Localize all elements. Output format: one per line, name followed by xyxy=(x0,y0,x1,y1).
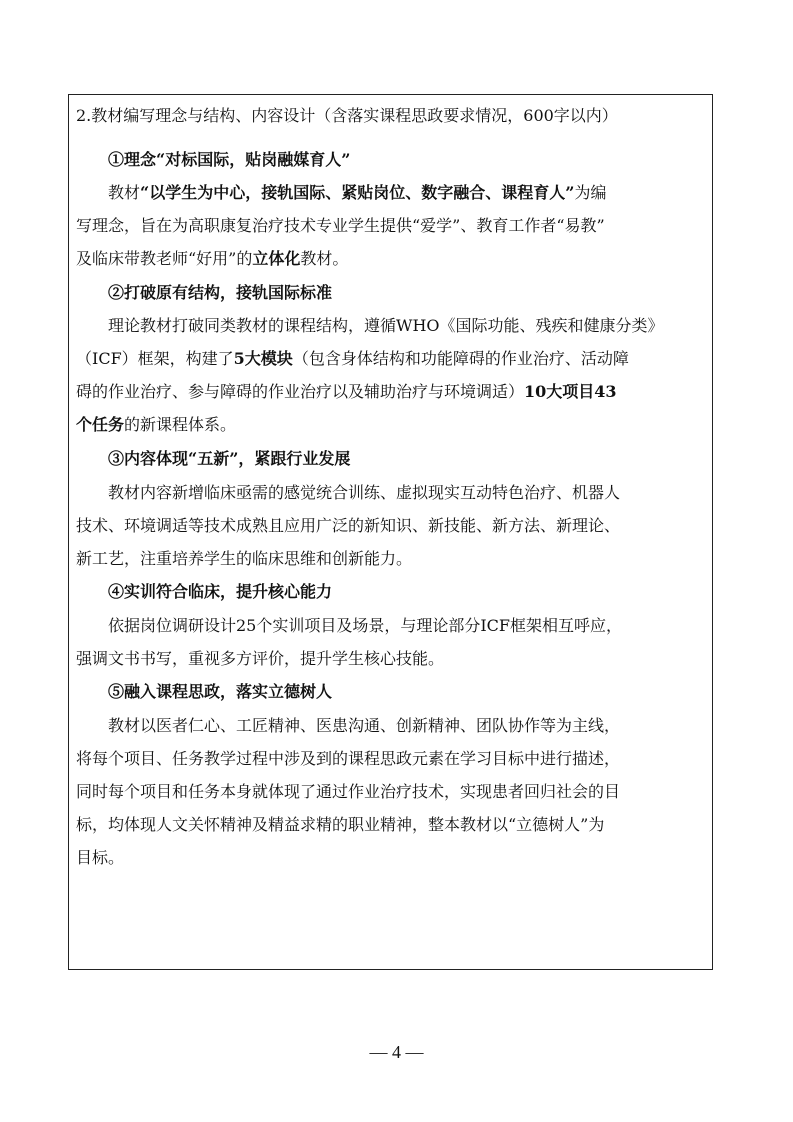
p3-line-3: 新工艺，注重培养学生的临床思维和创新能力。 xyxy=(76,549,413,568)
p2-line-1: 理论教材打破同类教材的课程结构，遵循WHO《国际功能、残疾和健康分类》 xyxy=(108,316,664,335)
p5-line-2: 将每个项目、任务教学过程中涉及到的课程思政元素在学习目标中进行描述， xyxy=(76,749,621,768)
p4-line-2: 强调文书书写，重视多方评价，提升学生核心技能。 xyxy=(76,649,445,668)
heading-ideology: ⑤融入课程思政，落实立德树人 xyxy=(108,682,333,701)
p3-line-2: 技术、环境调适等技术成熟且应用广泛的新知识、新技能、新方法、新理论、 xyxy=(76,516,621,535)
p2-line-4-text-b: 的新课程体系。 xyxy=(124,415,237,434)
p2-line-4-bold: 个任务 xyxy=(76,415,125,434)
p1-line-1-text-c: 为编 xyxy=(574,183,607,202)
p3-line-1: 教材内容新增临床亟需的感觉统合训练、虚拟现实互动特色治疗、机器人 xyxy=(108,483,621,502)
p1-line-1-text-a: 教材 xyxy=(108,183,141,202)
p2-line-3-bold: 10大项目43 xyxy=(524,382,617,401)
page-number: — 4 — xyxy=(369,1042,424,1062)
p5-line-3: 同时每个项目和任务本身就体现了通过作业治疗技术，实现患者回归社会的目 xyxy=(76,782,621,801)
p1-line-3-text-c: 教材。 xyxy=(300,249,349,268)
p2-line-2 xyxy=(76,349,629,369)
p2-line-2-text-a: （ICF）框架，构建了 xyxy=(76,349,234,368)
p2-line-2-text-c: （包含身体结构和功能障碍的作业治疗、活动障 xyxy=(292,349,629,368)
p2-line-4 xyxy=(76,415,236,435)
p5-line-4: 标，均体现人文关怀精神及精益求精的职业精神，整本教材以“立德树人”为 xyxy=(76,815,605,834)
p4-line-1: 依据岗位调研设计25个实训项目及场景，与理论部分ICF框架相互呼应， xyxy=(108,616,623,635)
p1-line-1 xyxy=(108,183,606,203)
p2-line-2-bold: 5大模块 xyxy=(233,349,293,368)
p5-line-5: 目标。 xyxy=(76,848,125,867)
p1-line-3 xyxy=(76,249,348,269)
p1-line-3-text-a: 及临床带教老师“好用”的 xyxy=(76,249,253,268)
p1-line-2: 写理念，旨在为高职康复治疗技术专业学生提供“爱学”、教育工作者“易教” xyxy=(76,216,605,235)
p1-line-3-bold: 立体化 xyxy=(252,249,301,268)
p2-line-3 xyxy=(76,382,617,402)
p5-line-1: 教材以医者仁心、工匠精神、医患沟通、创新精神、团队协作等为主线， xyxy=(108,716,621,735)
heading-structure: ②打破原有结构，接轨国际标准 xyxy=(108,283,333,302)
heading-concept: ①理念“对标国际，贴岗融媒育人” xyxy=(108,150,351,169)
heading-training: ④实训符合临床，提升核心能力 xyxy=(108,582,333,601)
section-title: 2.教材编写理念与结构、内容设计（含落实课程思政要求情况，600字以内） xyxy=(76,106,618,125)
heading-content: ③内容体现“五新”，紧跟行业发展 xyxy=(108,449,351,468)
p2-line-3-text-a: 碍的作业治疗、参与障碍的作业治疗以及辅助治疗与环境调适） xyxy=(76,382,525,401)
p1-line-1-bold: “以学生为中心，接轨国际、紧贴岗位、数字融合、课程育人” xyxy=(140,183,575,202)
